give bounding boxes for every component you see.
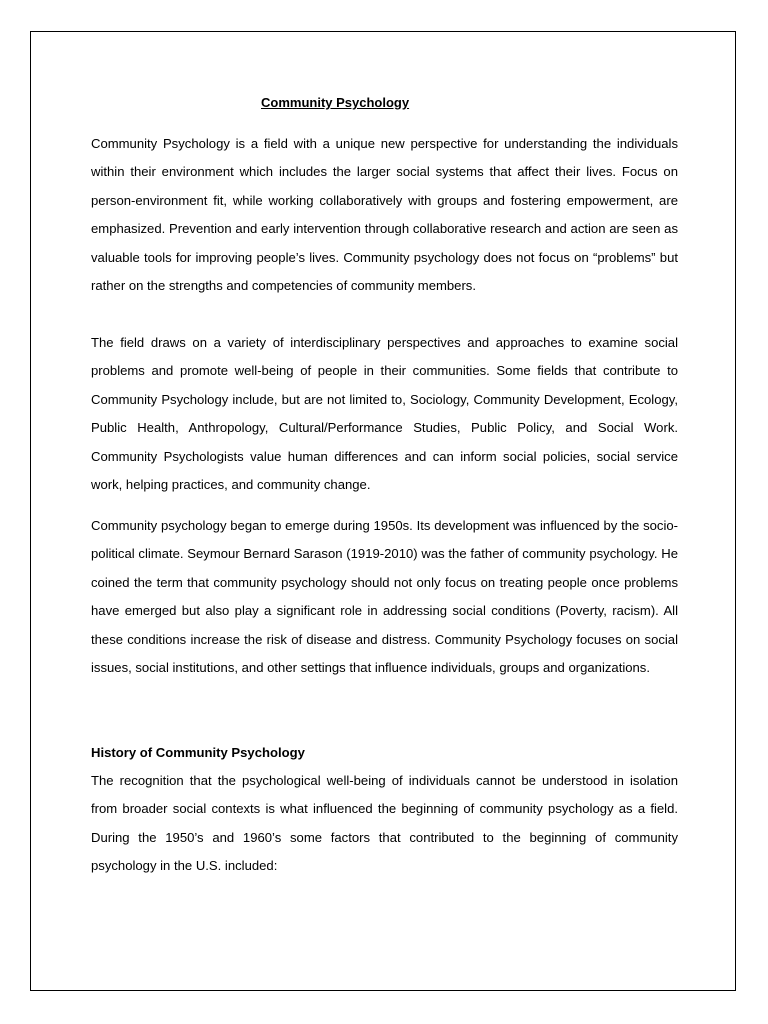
document-page <box>30 31 736 991</box>
section-heading-history: History of Community Psychology <box>91 745 305 760</box>
page-title: Community Psychology <box>261 95 410 110</box>
paragraph-history: The recognition that the psychological well-being of individuals cannot be understood in isolation from broader social contexts is what influenced the beginning of community psychology as a field. During the 1950’s and 1960’s some factors that contributed to the beginning of community psychology in the U.S. included: <box>91 773 678 874</box>
paragraph-intro: Community Psychology is a field with a unique new perspective for understanding the individuals within their environment which includes the larger social systems that affect their lives. Focus on person-environment fit, while working collaboratively with groups and fostering empowerment, are emphasized. Prevention and early intervention through collaborative research and action are seen as valuable tools for improving people’s lives. Community psychology does not focus on “problems” but rather on the strengths and competencies of community members. <box>91 136 678 294</box>
paragraph-emergence: Community psychology began to emerge during 1950s. Its development was influenced by the socio-political climate. Seymour Bernard Sarason (1919-2010) was the father of community psychology. He coined the term that community psychology should not only focus on treating people once problems have emerged but also play a significant role in addressing social conditions (Poverty, racism). All these conditions increase the risk of disease and distress. Community Psychology focuses on social issues, social institutions, and other settings that influence individuals, groups and organizations. <box>91 518 678 676</box>
paragraph-interdisciplinary: The field draws on a variety of interdisciplinary perspectives and approaches to examine social problems and promote well-being of people in their communities. Some fields that contribute to Community Psychology include, but are not limited to, Sociology, Community Development, Ecology, Public Health, Anthropology, Cultural/Performance Studies, Public Policy, and Social Work. Community Psychologists value human differences and can inform social policies, social service work, helping practices, and community change. <box>91 335 678 493</box>
